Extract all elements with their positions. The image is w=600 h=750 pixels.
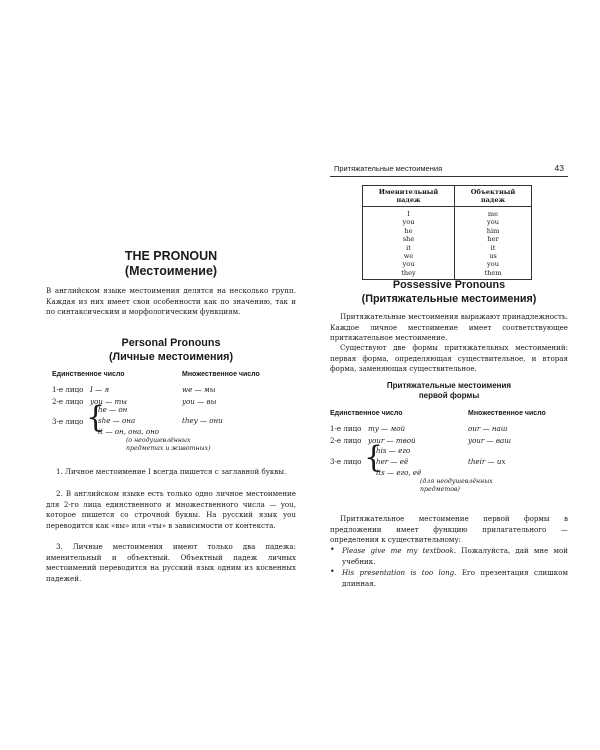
example-1 [342,546,568,567]
col-plural-header: Множественное число [182,371,260,378]
pronoun-row-1-label: 1-е лицо [52,385,84,394]
pronoun-row-3-label: 3-е лицо [52,417,84,426]
possessive-pronouns-subheading: (Притяжательные местоимения) [361,293,537,305]
pronoun-row-2-label: 2-е лицо [52,397,84,406]
pronoun-row-2-singular: you — ты [90,397,127,406]
possessive-row-1-label: 1-е лицо [330,424,362,433]
right-page [330,0,568,750]
pronoun-it: it — он, она, оно [98,427,160,436]
pronoun-it-note: (о неодушевлённых предметах и животных) [126,437,211,452]
possessive-her: her — её [376,457,409,466]
case-table-header-nominative: Именительный падеж [363,186,455,207]
possessive-col-singular: Единственное число [330,410,403,417]
intro-paragraph: В английском языке местоимения делятся на несколько групп. Каждая из них имеет свои особенности как по значению, так и по синтаксическим и морфологическим функциям. [46,286,296,317]
possessive-row-2-singular: your — твой [368,436,416,445]
example-2-ru: Его презентация слишком длинная. [342,568,568,588]
page-number: 43 [554,163,564,173]
possessive-col-plural: Множественное число [468,410,546,417]
possessive-row-1-singular: my — мой [368,424,406,433]
pronoun-row-1-plural: we — мы [182,385,216,394]
table-row: we us [363,252,532,260]
possessive-para-1: Притяжательные местоимения выражают принадлежность. Каждое личное местоимение имеет соответствующее притяжательное местоимение. [330,312,568,343]
possessive-his: his — его [376,446,411,455]
table-row: you you [363,260,532,268]
table-row: it it [363,244,532,252]
rule-3: 3. Личные местоимения имеют только два падежа: именительный и объектный. Объектный падеж личных местоимений переводится на русский язык одним из косвенных падежей. [46,542,296,583]
possessive-its-note: (для неодушевлённых предметов) [420,478,493,493]
running-head: Притяжательные местоимения [334,164,443,173]
possessive-row-3-plural: their — их [468,457,506,466]
pronoun-row-1-singular: I — я [90,385,110,394]
possessive-its: its — его, её [376,468,422,477]
first-form-subheading: первой формы [418,391,480,400]
curly-brace-icon: { [86,400,106,435]
possessive-pronouns-heading: Possessive Pronouns [392,279,506,291]
possessive-para-2: Существуют две формы притяжательных местоимений: первая форма, определяющая существительное, и вторая форма, заменяющая существительное. [330,343,568,374]
pronoun-row-3-plural: they — они [182,416,223,425]
table-row: you you [363,218,532,226]
first-form-heading: Притяжательные местоимения [386,381,512,390]
page-subtitle: (Местоимение) [124,264,218,278]
left-page [46,0,296,750]
case-table [362,185,532,280]
table-row: he him [363,227,532,235]
example-2 [342,568,568,589]
pronoun-he: he — он [98,405,128,414]
possessive-row-1-plural: our — наш [468,424,508,433]
table-row: I me [363,207,532,219]
pronoun-row-2-plural: you — вы [182,397,217,406]
personal-pronouns-subheading: (Личные местоимения) [108,351,234,363]
pronoun-she: she — она [98,416,136,425]
col-singular-header: Единственное число [52,371,125,378]
case-table-header-objective: Объектный падеж [455,186,532,207]
table-row: she her [363,235,532,243]
example-2-en: His presentation is too long. [342,568,457,577]
rule-1: 1. Личное местоимение I всегда пишется с заглавной буквы. [56,467,287,476]
example-1-ru: Пожалуйста, дай мне мой учебник. [342,546,568,566]
header-rule [330,176,568,177]
possessive-para-3: Притяжательное местоимение первой формы в предложении имеет функцию прилагательного — определения к существительному: [330,514,568,545]
bullet-icon: • [330,567,335,576]
personal-pronouns-heading: Personal Pronouns [121,337,221,349]
page-title: THE PRONOUN [124,249,218,263]
example-1-en: Please give me my textbook. [342,546,457,555]
table-row: they them [363,269,532,280]
possessive-row-2-label: 2-е лицо [330,436,362,445]
rule-2: 2. В английском языке есть только одно личное местоимение для 2-го лица единственного и множественного числа — you, которое пишется со строчной буквы. На русский язык you переводится как «вы» или «ты» в зависимости от контекста. [46,489,296,530]
possessive-row-2-plural: your — ваш [468,436,511,445]
curly-brace-icon: { [364,440,384,475]
possessive-row-3-label: 3-е лицо [330,457,362,466]
bullet-icon: • [330,545,335,554]
